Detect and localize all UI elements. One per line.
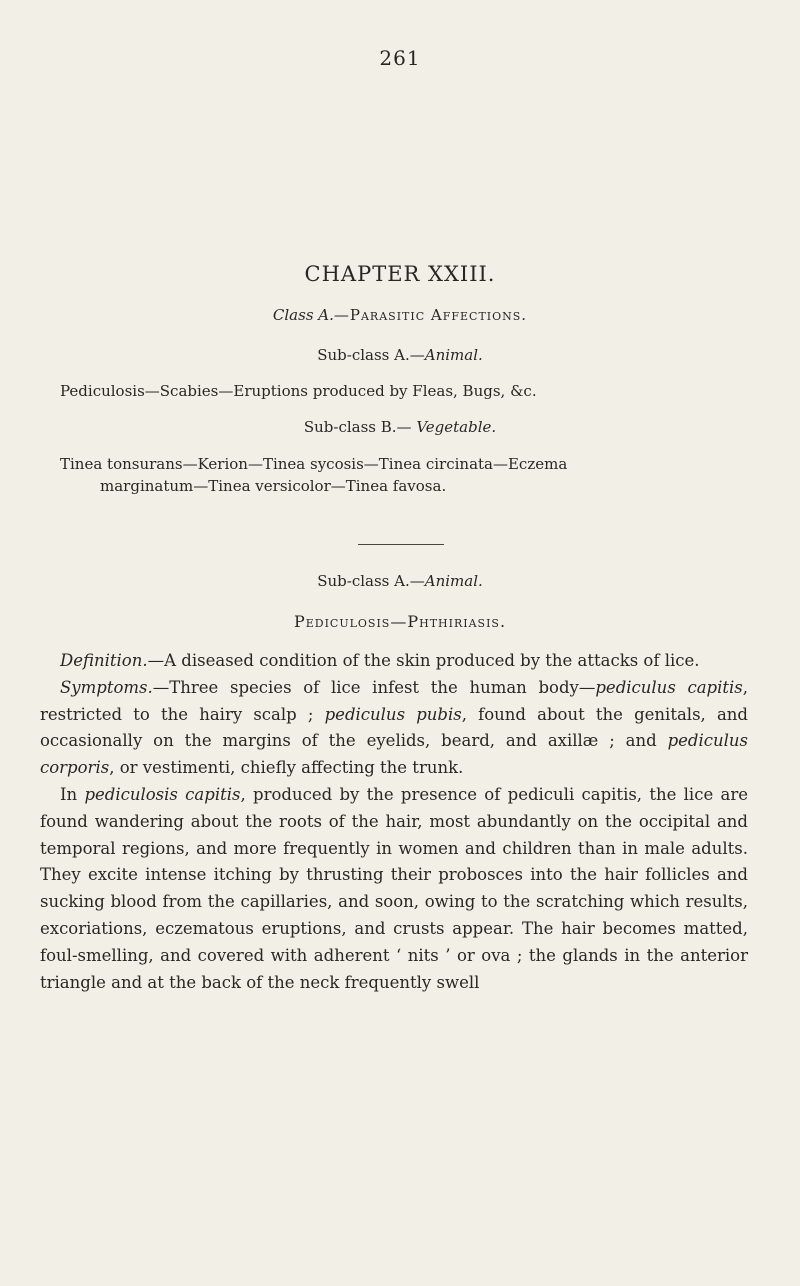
chapter-title: CHAPTER XXIII.: [304, 262, 496, 286]
divider: [358, 544, 444, 545]
symptoms-paragraph: [40, 675, 748, 782]
subclass-b-heading: [0, 418, 800, 436]
species-capitis: pediculus capitis: [595, 677, 743, 697]
symptoms-text-1: —Three species of lice infest the human body—: [152, 677, 596, 697]
subclass-a-heading: [0, 346, 800, 364]
symptoms-text-2: , restricted to the hairy scalp ;: [40, 677, 749, 724]
body-text: [40, 648, 748, 996]
class-label: Class A.: [272, 306, 334, 324]
capitis-text-1: In: [60, 784, 85, 804]
capitis-text-2: , produced by the presence of pediculi capitis, the lice are found wandering about the roots of the hair, most abundantly on the occipital and temporal regions, and more frequently in women and children than in male adults. They excite intense itching by thrusting their probosces into the hair follicles and sucking blood from the capillaries, and soon, owing to the scratching which results, excoriations, eczematous eruptions, and crusts appear. The hair becomes matted, foul-smelling, and covered with adherent ‘ nits ’ or ova ; the glands in the anterior triangle and at the back of the neck frequently swell: [40, 784, 748, 992]
subclass-b-list-line1: Tinea tonsurans—Kerion—Tinea sycosis—Tinea circinata—Eczema: [60, 455, 568, 473]
species-pubis: pediculus pubis: [324, 704, 462, 724]
capitis-paragraph: [40, 782, 748, 996]
section-heading: Pediculosis—Phthiriasis.: [293, 612, 507, 631]
symptoms-text-3: , found about the genitals, and occasionally on the margins of the eyelids, beard, and axillæ ; and: [40, 704, 748, 751]
subclass-b-name: Vegetable.: [416, 418, 497, 436]
section-subclass-prefix: Sub-class A.—: [317, 572, 425, 590]
species-corporis: pediculus corporis: [40, 731, 748, 778]
subclass-b-list: [60, 453, 720, 497]
subclass-b-list-line2: marginatum—Tinea versicolor—Tinea favosa.: [100, 477, 447, 495]
subclass-b-prefix: Sub-class B.—: [303, 418, 417, 436]
subclass-a-prefix: Sub-class A.—: [317, 346, 425, 364]
capitis-term: pediculosis capitis: [84, 784, 241, 804]
class-text: —Parasitic Affections.: [333, 306, 528, 324]
section-subclass-heading: [0, 572, 800, 590]
symptoms-label: Symptoms.: [60, 677, 153, 697]
class-line: [0, 306, 800, 324]
definition-paragraph: [40, 648, 748, 675]
section-subclass-name: Animal.: [424, 572, 483, 590]
definition-text: —A diseased condition of the skin produced by the attacks of lice.: [147, 651, 700, 670]
subclass-a-list: Pediculosis—Scabies—Eruptions produced by Fleas, Bugs, &c.: [60, 382, 537, 400]
symptoms-text-4: , or vestimenti, chiefly affecting the trunk.: [109, 758, 464, 778]
page-number: 261: [379, 46, 421, 70]
definition-label: Definition.: [60, 651, 148, 670]
subclass-a-name: Animal.: [424, 346, 483, 364]
